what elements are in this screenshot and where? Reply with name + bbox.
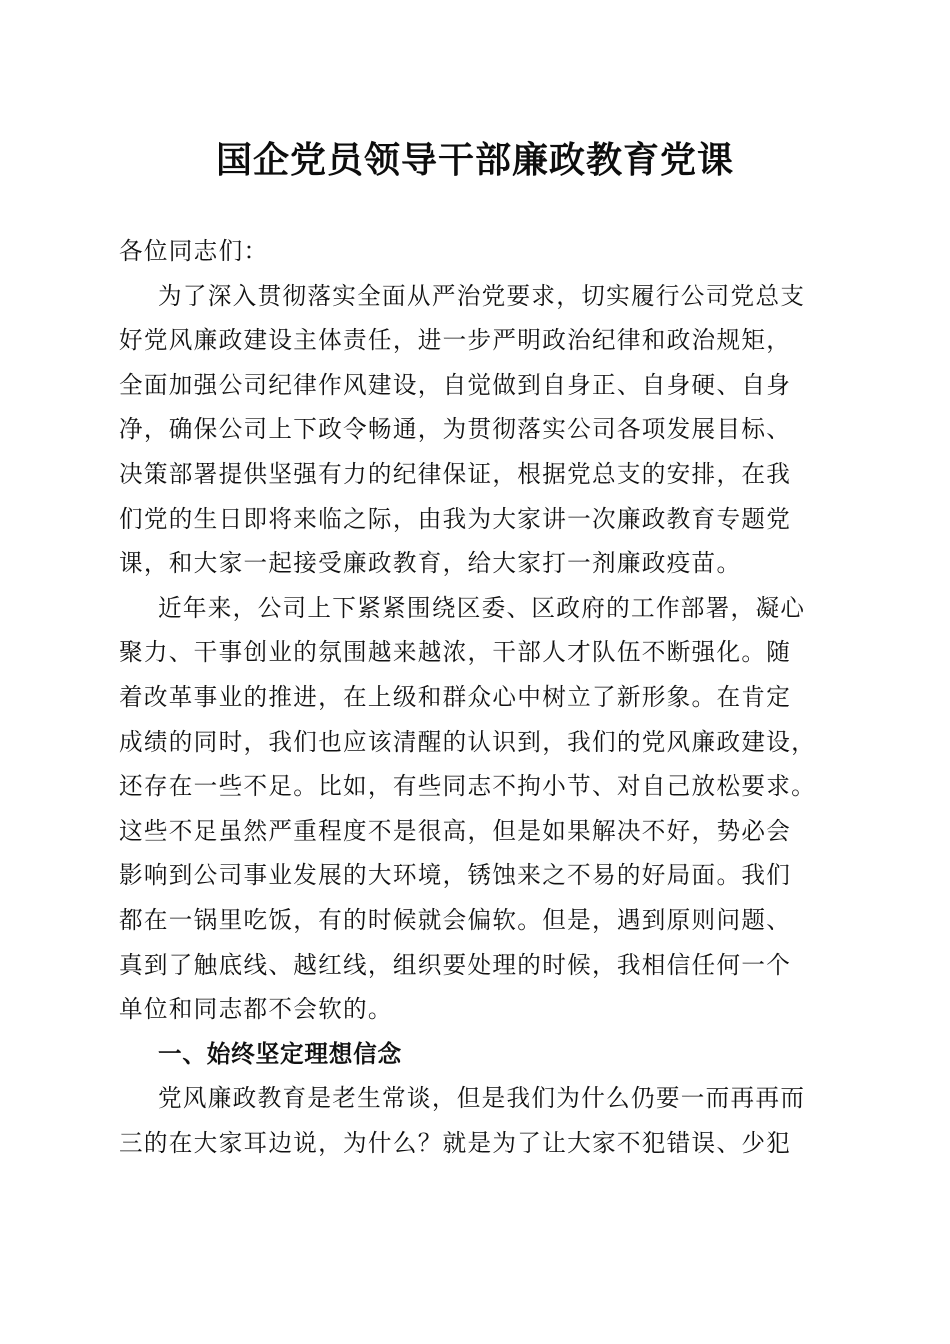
section-heading-1: 一、始终坚定理想信念 — [158, 1039, 402, 1068]
paragraph-2-line-5: 还存在一些不足。比如，有些同志不拘小节、对自己放松要求。 — [119, 772, 817, 801]
paragraph-1-line-7: 课，和大家一起接受廉政教育，给大家打一剂廉政疫苗。 — [119, 549, 742, 578]
paragraph-2-line-1: 近年来，公司上下紧紧围绕区委、区政府的工作部署，凝心 — [158, 593, 806, 622]
paragraph-1-line-4: 净，确保公司上下政令畅通，为贯彻落实公司各项发展目标、 — [119, 415, 792, 444]
paragraph-1-line-3: 全面加强公司纪律作风建设，自觉做到自身正、自身硬、自身 — [119, 370, 792, 399]
paragraph-3-line-1: 党风廉政教育是老生常谈，但是我们为什么仍要一而再再而 — [158, 1084, 806, 1113]
salutation-line: 各位同志们： — [119, 237, 269, 265]
paragraph-2-line-4: 成绩的同时，我们也应该清醒的认识到，我们的党风廉政建设， — [119, 727, 817, 756]
paragraph-1-line-1: 为了深入贯彻落实全面从严治党要求，切实履行公司党总支 — [158, 281, 806, 310]
paragraph-1-line-5: 决策部署提供坚强有力的纪律保证，根据党总支的安排，在我 — [119, 459, 792, 488]
document-title: 国企党员领导干部廉政教育党课 — [215, 139, 734, 181]
paragraph-2-line-7: 影响到公司事业发展的大环境，锈蚀来之不易的好局面。我们 — [119, 861, 792, 890]
paragraph-2-line-2: 聚力、干事创业的氛围越来越浓，干部人才队伍不断强化。随 — [119, 638, 792, 667]
paragraph-1-line-2: 好党风廉政建设主体责任，进一步严明政治纪律和政治规矩， — [119, 326, 792, 355]
document-body — [119, 229, 831, 1165]
paragraph-3-line-2: 三的在大家耳边说，为什么？就是为了让大家不犯错误、少犯 — [119, 1128, 792, 1157]
paragraph-2-line-8: 都在一锅里吃饭，有的时候就会偏软。但是，遇到原则问题、 — [119, 905, 792, 934]
paragraph-2-line-3: 着改革事业的推进，在上级和群众心中树立了新形象。在肯定 — [119, 682, 792, 711]
paragraph-2-line-9: 真到了触底线、越红线，组织要处理的时候，我相信任何一个 — [119, 950, 792, 979]
paragraph-2-line-6: 这些不足虽然严重程度不是很高，但是如果解决不好，势必会 — [119, 816, 792, 845]
paragraph-1-line-6: 们党的生日即将来临之际，由我为大家讲一次廉政教育专题党 — [119, 504, 792, 533]
paragraph-2-line-10: 单位和同志都不会软的。 — [119, 995, 393, 1024]
